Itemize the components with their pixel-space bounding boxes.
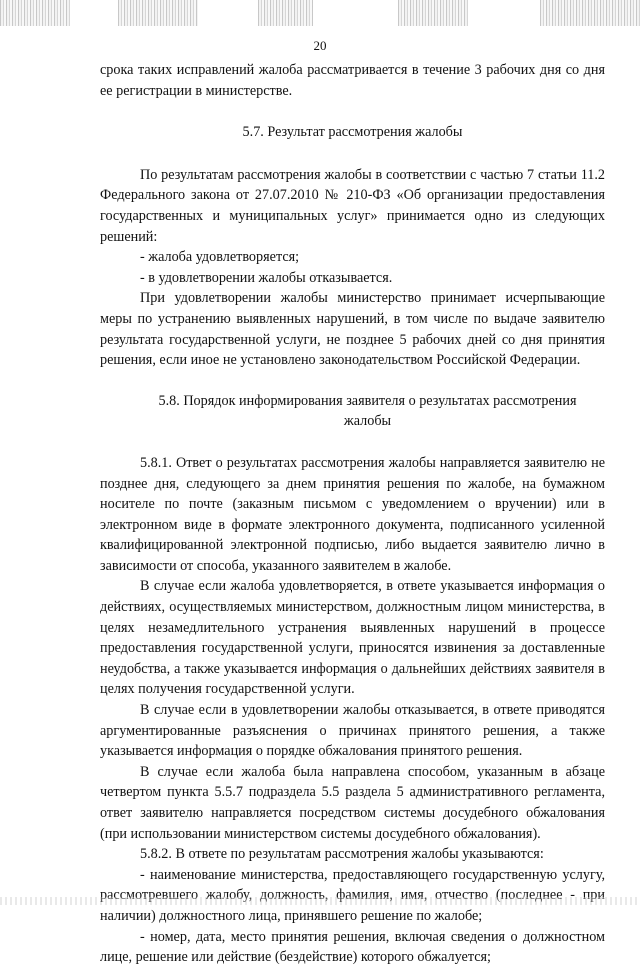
section-heading-5-8: 5.8. Порядок информирования заявителя о результатах рассмотрения жалобы (158, 392, 577, 430)
paragraph: В случае если жалоба была направлена способом, указанным в абзаце четвертом пункта 5.5.7 подраздела 5.5 раздела 5 административного регламента, ответ заявителю направляется посредством системы досудебного обжалования (при использовании министерством системы досудебного обжалования). (100, 763, 605, 842)
list-item: - в удовлетворении жалобы отказывается. (140, 269, 393, 286)
list-item: - номер, дата, место принятия решения, включая сведения о должностном лице, решение или действие (бездействие) которого обжалуется; (100, 928, 605, 966)
paragraph: В случае если в удовлетворении жалобы отказывается, в ответе приводятся аргументированные разъяснения о причинах принятого решения, а также указывается информация о порядке обжалования принятого решения. (100, 702, 605, 760)
list-item: - жалоба удовлетворяется; (140, 249, 300, 266)
page-number: 20 (313, 38, 327, 53)
paragraph: 5.8.1. Ответ о результатах рассмотрения жалобы направляется заявителю не позднее дня, следующего за днем принятия решения по жалобе, на бумажном носителе по почте (заказным письмом с уведомлением о вручении) или в электронном виде в формате электронного документа, подписанного усиленной квалифицированной электронной подписью, либо выдается заявителю лично в зависимости от способа, указанного заявителем в жалобе. (100, 454, 605, 574)
paragraph: срока таких исправлений жалоба рассматривается в течение 3 рабочих дня со дня ее регистрации в министерстве. (100, 62, 605, 99)
list-item: - наименование министерства, предоставляющего государственную услугу, рассмотревшего жалобу, должность, фамилия, имя, отчество (последнее - при наличии) должностного лица, принявшего решение по жалобе; (100, 866, 605, 924)
paragraph: В случае если жалоба удовлетворяется, в ответе указывается информация о действиях, осуществляемых министерством, должностным лицом министерства, в целях незамедлительного устранения выявленных нарушений в процессе предоставления государственной услуги, приносятся извинения за доставленные неудобства, а также указывается информация о дальнейших действиях заявителя в целях получения государственной услуги. (100, 578, 605, 698)
scan-artifact (540, 0, 640, 26)
paragraph: 5.8.2. В ответе по результатам рассмотрения жалобы указываются: (140, 846, 544, 863)
scan-artifact (0, 897, 640, 905)
paragraph: При удовлетворении жалобы министерство принимает исчерпывающие меры по устранению выявленных нарушений, в том числе по выдаче заявителю результата государственной услуги, не позднее 5 рабочих дней со дня принятия решения, если иное не установлено законодательством Российской Федерации. (100, 290, 605, 369)
scan-artifact (118, 0, 198, 26)
paragraph: По результатам рассмотрения жалобы в соответствии с частью 7 статьи 11.2 Федерального закона от 27.07.2010 № 210-ФЗ «Об организации предоставления государственных и муниципальных услуг» принимается одно из следующих решений: (100, 166, 605, 245)
scan-artifact (258, 0, 313, 26)
scan-artifact (0, 0, 70, 26)
document-body (100, 60, 605, 968)
section-heading-5-7: 5.7. Результат рассмотрения жалобы (242, 124, 463, 141)
scan-artifact (398, 0, 468, 26)
